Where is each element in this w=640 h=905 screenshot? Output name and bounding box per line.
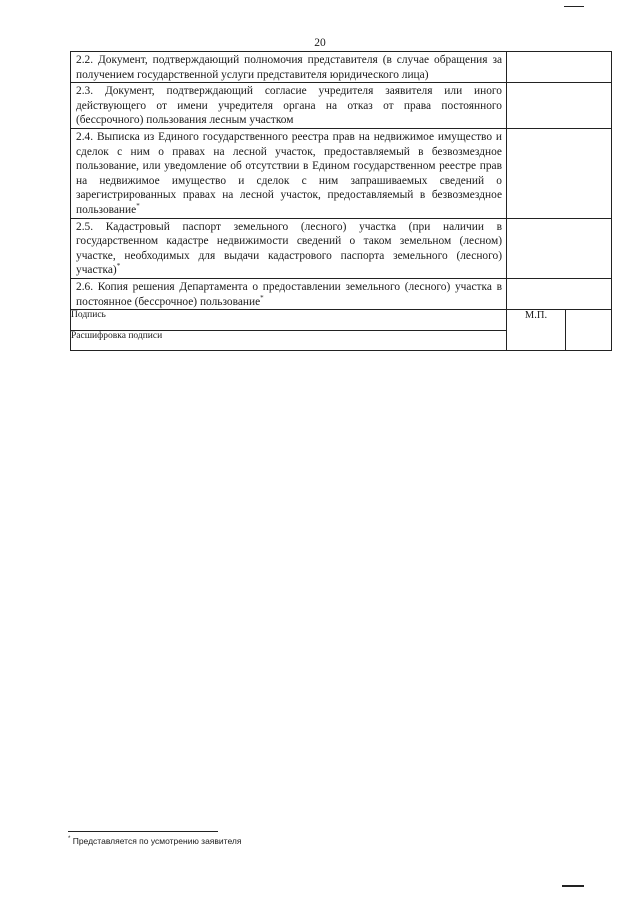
item-2-3-checkbox-cell[interactable] [507, 83, 612, 129]
item-2-3-text: 2.3. Документ, подтверждающий согласие учредителя заявителя или иного действующего от имени учредителя органа на отказ от права постоянного (бессрочного) пользования лесным участком [76, 85, 502, 127]
table-row [71, 278, 612, 309]
table-row [71, 52, 612, 83]
table-row [71, 218, 612, 278]
item-2-6-text: 2.6. Копия решения Департамента о предоставлении земельного (лесного) участка в постоянное (бессрочное) пользование* [76, 280, 502, 308]
footnote-divider [68, 831, 218, 832]
scan-mark-bottom-right [562, 885, 584, 887]
footnote-mark: * [260, 293, 264, 302]
item-2-6-checkbox-cell[interactable] [507, 278, 612, 309]
stamp-cell [507, 310, 612, 351]
stamp-label: М.П. [507, 310, 566, 350]
stamp-field[interactable] [566, 310, 612, 350]
item-2-5-text: 2.5. Кадастровый паспорт земельного (лесного) участка (при наличии в государственном кадастре недвижимости сведений о таком земельном (лесном) участке, необходимых для выдачи кадастрового паспорта земельного (лесного) участка)* [76, 220, 502, 277]
footnote-mark: * [116, 262, 121, 271]
item-2-4-checkbox-cell[interactable] [507, 128, 612, 218]
signature-decode-field[interactable] [71, 330, 507, 351]
footnote-mark: * [136, 202, 140, 211]
footnote-mark: * [68, 836, 71, 843]
footnote [68, 836, 241, 846]
scan-mark-top-right [564, 6, 584, 7]
documents-table [70, 51, 612, 351]
signature-decode-label: Расшифровка подписи [71, 330, 163, 341]
table-row [71, 128, 612, 218]
table-row [71, 83, 612, 129]
item-2-2-text: 2.2. Документ, подтверждающий полномочия представителя (в случае обращения за получением государственной услуги представителя юридического лица) [76, 54, 502, 81]
signature-field[interactable] [71, 310, 507, 331]
item-2-4-text: 2.4. Выписка из Единого государственного реестра прав на недвижимое имущество и сделок с ним о правах на лесной участок, предоставляемый в безвозмездное пользование, или уведомление об отсутствии в Едином государственном реестре прав на недвижимое имущество и сделок с ним запрашиваемых сведений о зарегистрированных правах на лесной участок, предоставляемый в безвозмездное пользование* [76, 130, 502, 216]
item-2-2-checkbox-cell[interactable] [507, 52, 612, 83]
footnote-text: Представляется по усмотрению заявителя [72, 836, 242, 846]
item-2-5-checkbox-cell[interactable] [507, 218, 612, 278]
signature-row [71, 310, 612, 331]
signature-label: Подпись [71, 310, 106, 321]
page-number: 20 [314, 37, 326, 49]
